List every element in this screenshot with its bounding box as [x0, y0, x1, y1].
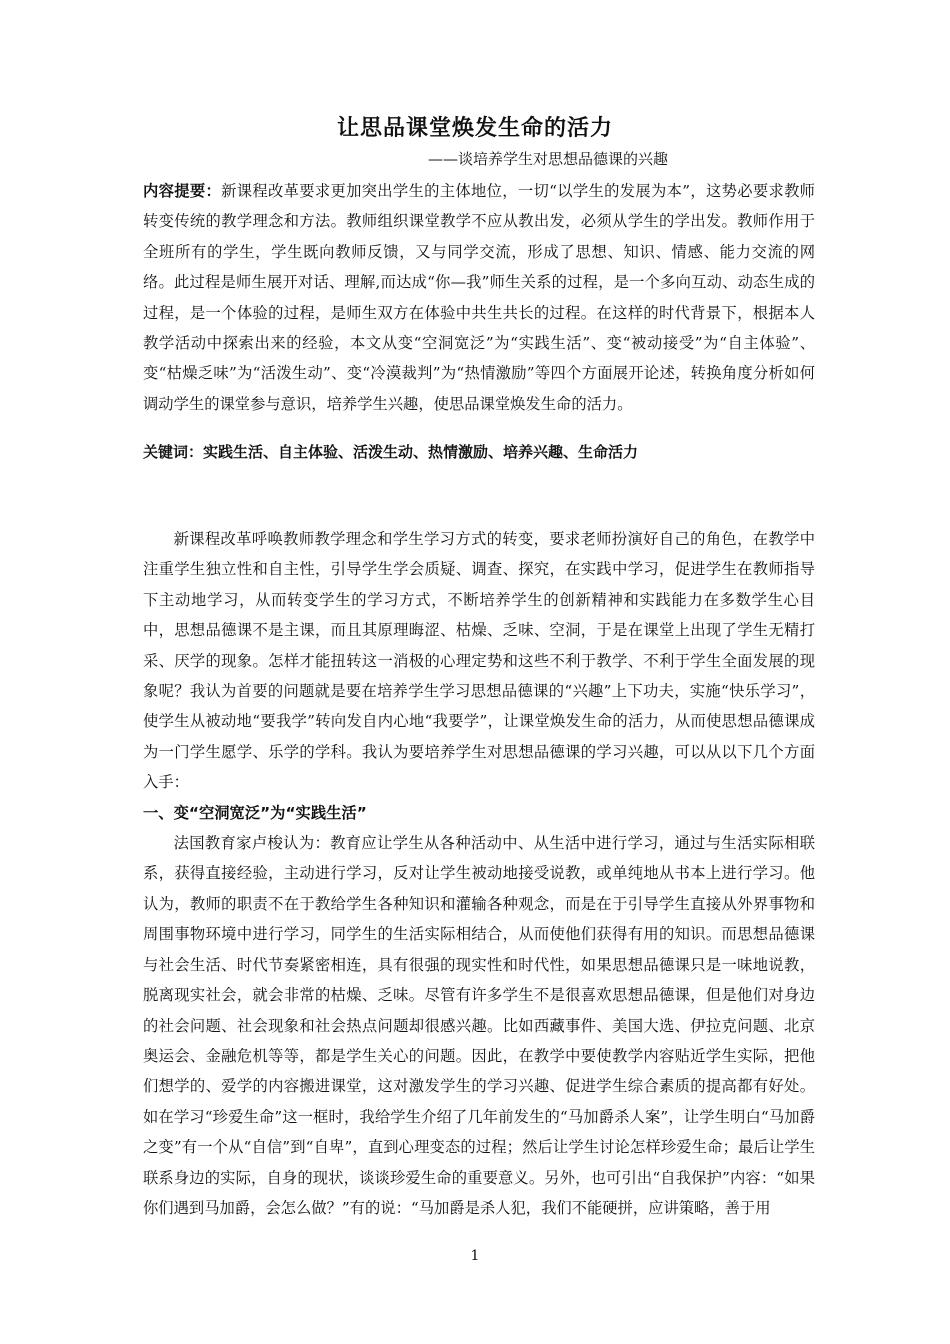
abstract-text: 新课程改革要求更加突出学生的主体地位，一切“以学生的发展为本”，这势必要求教师转变传统的教学理念和方法。教师组织课堂教学不应从教出发，必须从学生的学出发。教师作用于全班所有的学生，学生既向教师反馈，又与同学交流，形成了思想、知识、情感、能力交流的网络。此过程是师生展开对话、理解,而达成“你—我”师生关系的过程，是一个多向互动、动态生成的过程，是一个体验的过程，是师生双方在体验中共生共长的过程。在这样的时代背景下，根据本人教学活动中探索出来的经验，本文从变“空洞宽泛”为“实践生活”、变“被动接受”为“自主体验”、变“枯燥乏味”为“活泼生动”、变“冷漠裁判”为“热情激励”等四个方面展开论述，转换角度分析如何调动学生的课堂参与意识，培养学生兴趣，使思品课堂焕发生命的活力。	[143, 182, 815, 413]
keywords-text: 实践生活、自主体验、活泼生动、热情激励、培养兴趣、生命活力	[203, 443, 639, 461]
section-1-paragraph: 法国教育家卢梭认为：教育应让学生从各种活动中、从生活中进行学习，通过与生活实际相联系，获得直接经验，主动进行学习，反对让学生被动地接受说教，或单纯地从书本上进行学习。他认为，教师的职责不在于教给学生各种知识和灌输各种观念，而是在于引导学生直接从外界事物和周围事物环境中进行学习，同学生的生活实际相结合，从而使他们获得有用的知识。而思想品德课与社会生活、时代节奏紧密相连，具有很强的现实性和时代性，如果思想品德课只是一味地说教，脱离现实社会，就会非常的枯燥、乏味。尽管有许多学生不是很喜欢思想品德课，但是他们对身边的社会问题、社会现象和社会热点问题却很感兴趣。比如西藏事件、美国大选、伊拉克问题、北京奥运会、金融危机等等，都是学生关心的问题。因此，在教学中要使教学内容贴近学生实际，把他们想学的、爱学的内容搬进课堂，这对激发学生的学习兴趣、促进学生综合素质的提高都有好处。如在学习“珍爱生命”这一框时，我给学生介绍了几年前发生的“马加爵杀人案”，让学生明白“马加爵之变”有一个从“自信”到“自卑”，直到心理变态的过程；然后让学生讨论怎样珍爱生命；最后让学生联系身边的实际，自身的现状，谈谈珍爱生命的重要意义。另外，也可引出“自我保护”内容：“如果你们遇到马加爵，会怎么做？”有的说：“马加爵是杀人犯，我们不能硬拼，应讲策略，善于用	[143, 834, 815, 1217]
keywords-label: 关键词：	[143, 443, 204, 461]
document-subtitle: ——谈培养学生对思想品德课的兴趣	[428, 150, 669, 168]
keywords	[143, 437, 815, 467]
page-number: 1	[470, 1248, 480, 1264]
abstract	[143, 176, 815, 419]
intro-paragraph: 新课程改革呼唤教师教学理念和学生学习方式的转变，要求老师扮演好自己的角色，在教学中注重学生独立性和自主性，引导学生学会质疑、调查、探究，在实践中学习，促进学生在教师指导下主动地学习，从而转变学生的学习方式，不断培养学生的创新精神和实践能力在多数学生心目中，思想品德课不是主课，而且其原理晦涩、枯燥、乏味、空洞，于是在课堂上出现了学生无精打采、厌学的现象。怎样才能扭转这一消极的心理定势和这些不利于教学、不利于学生全面发展的现象呢？我认为首要的问题就是要在培养学生学习思想品德课的“兴趣”上下功夫，实施“快乐学习”，使学生从被动地“要我学”转向发自内心地“我要学”，让课堂焕发生命的活力，从而使思想品德课成为一门学生愿学、乐学的学科。我认为要培养学生对思想品德课的学习兴趣，可以从以下几个方面入手：	[143, 530, 815, 792]
document-title: 让思品课堂焕发生命的活力	[336, 116, 613, 141]
section-1-heading: 一、变“空洞宽泛”为“实践生活”	[143, 803, 367, 822]
body-text	[143, 524, 815, 1223]
abstract-label: 内容提要：	[143, 182, 222, 200]
